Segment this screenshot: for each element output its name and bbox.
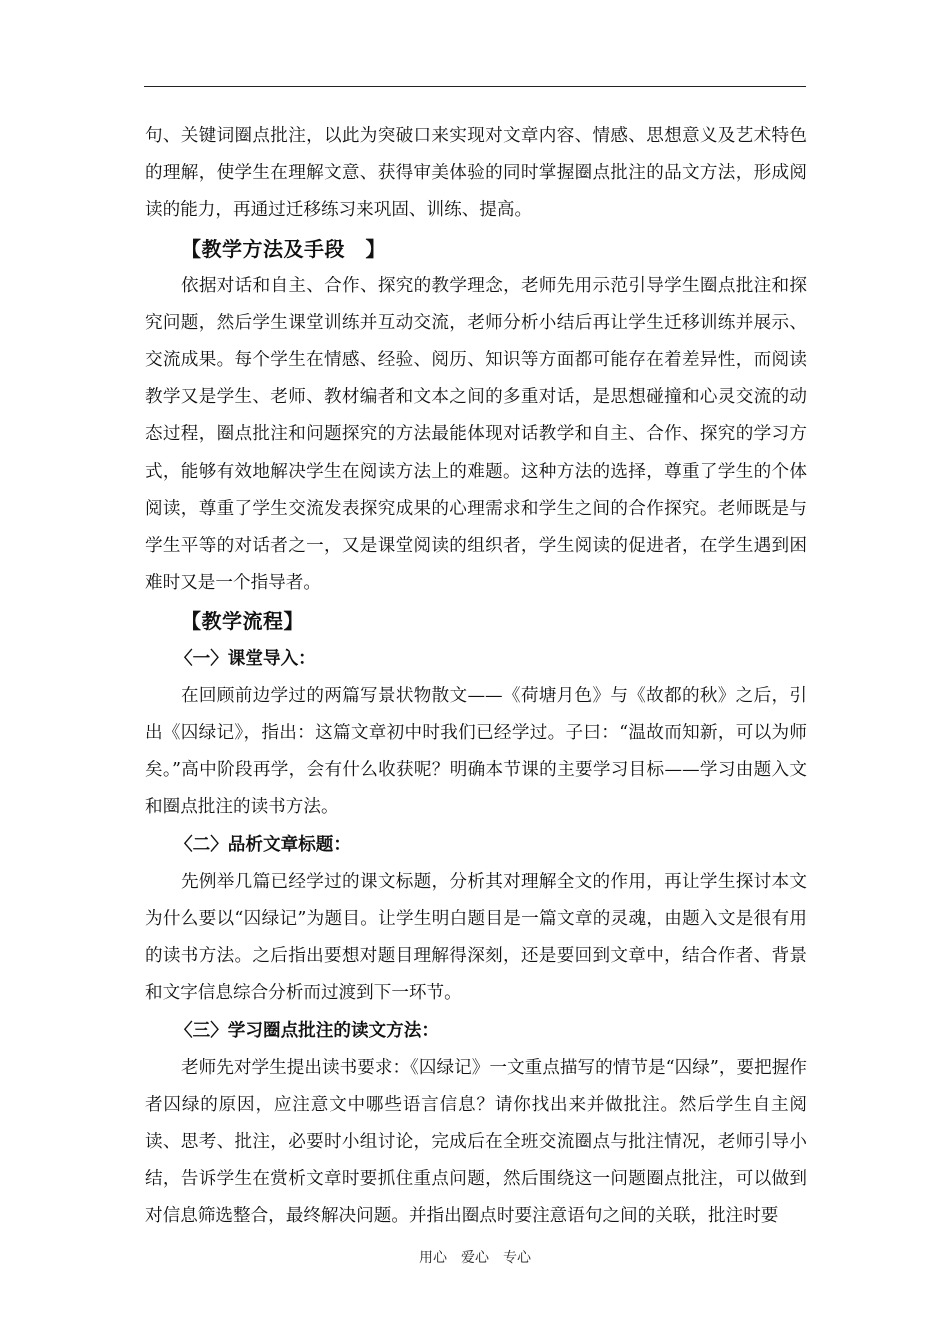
page-footer: 用心 爱心 专心 [419,1250,531,1266]
header-rule [144,86,806,87]
heading-teaching-flow: 【教学流程】 [181,609,304,634]
paragraph-continued: 句、关键词圈点批注，以此为突破口来实现对文章内容、情感、思想意义及艺术特色的理解，使学生在理解文意、获得审美体验的同时掌握圈点批注的品文方法，形成阅读的能力，再通过迁移练习来巩固、训练、提高。 [145,126,807,221]
paragraph-step-1: 在回顾前边学过的两篇写景状物散文——《荷塘月色》与《故都的秋》之后，引出《囚绿记》，指出：这篇文章初中时我们已经学过。子曰：“温故而知新，可以为师矣。”高中阶段再学，会有什么收获呢？明确本节课的主要学习目标——学习由题入文和圈点批注的读书方法。 [145,685,807,818]
heading-teaching-methods: 【教学方法及手段 】 [181,236,386,261]
heading-step-2: 〈二〉品析文章标题： [175,834,351,856]
paragraph-methods: 依据对话和自主、合作、探究的教学理念，老师先用示范引导学生圈点批注和探究问题，然后学生课堂训练并互动交流，老师分析小结后再让学生迁移训练并展示、交流成果。每个学生在情感、经验、阅历、知识等方面都可能存在着差异性，而阅读教学又是学生、老师、教材编者和文本之间的多重对话，是思想碰撞和心灵交流的动态过程，圈点批注和问题探究的方法最能体现对话教学和自主、合作、探究的学习方式，能够有效地解决学生在阅读方法上的难题。这种方法的选择，尊重了学生的个体阅读，尊重了学生交流发表探究成果的心理需求和学生之间的合作探究。老师既是与学生平等的对话者之一，又是课堂阅读的组织者，学生阅读的促进者，在学生遇到困难时又是一个指导者。 [145,275,807,594]
heading-step-1: 〈一〉课堂导入： [175,648,316,670]
paragraph-step-2: 先例举几篇已经学过的课文标题，分析其对理解全文的作用，再让学生探讨本文为什么要以“囚绿记”为题目。让学生明白题目是一篇文章的灵魂，由题入文是很有用的读书方法。之后指出要想对题目理解得深刻，还是要回到文章中，结合作者、背景和文字信息综合分析而过渡到下一环节。 [145,871,807,1004]
document-body [145,118,807,1236]
heading-step-3: 〈三〉学习圈点批注的读文方法： [175,1020,439,1042]
paragraph-step-3: 老师先对学生提出读书要求：《囚绿记》一文重点描写的情节是“囚绿”，要把握作者囚绿的原因，应注意文中哪些语言信息？请你找出来并做批注。然后学生自主阅读、思考、批注，必要时小组讨论，完成后在全班交流圈点与批注情况，老师引导小结，告诉学生在赏析文章时要抓住重点问题，然后围绕这一问题圈点批注，可以做到对信息筛选整合，最终解决问题。并指出圈点时要注意语句之间的关联，批注时要 [145,1057,807,1227]
